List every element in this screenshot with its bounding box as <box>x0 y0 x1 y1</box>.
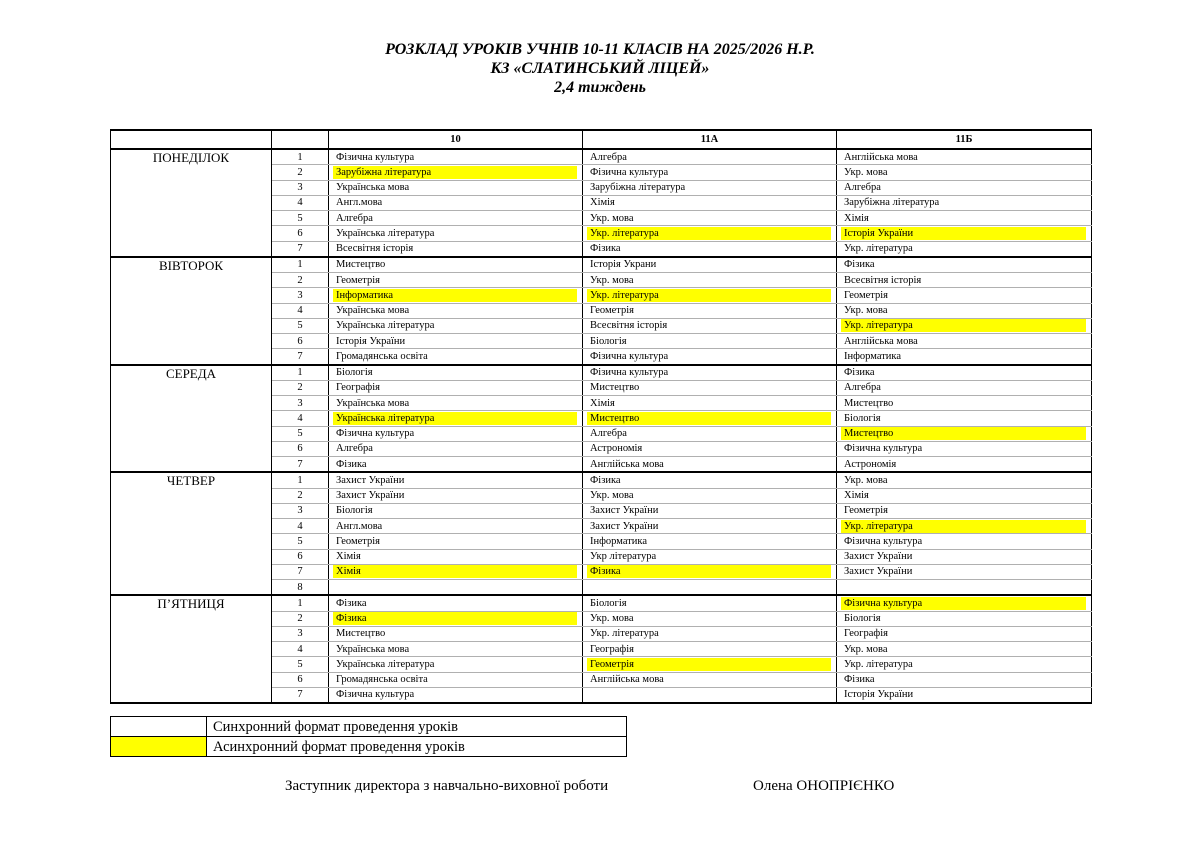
lesson-number: 7 <box>272 564 329 579</box>
lesson-cell-class-10 <box>329 657 583 672</box>
subject: Географія <box>336 382 380 394</box>
lesson-number: 1 <box>272 149 329 165</box>
lesson-cell-class-11a <box>583 534 837 549</box>
subject: Всесвітня історія <box>336 243 414 255</box>
subject: Громадянська освіта <box>336 350 428 362</box>
lesson-number: 3 <box>272 180 329 195</box>
lesson-cell-class-10 <box>329 273 583 288</box>
lesson-number: 6 <box>272 226 329 241</box>
subject: Фізична культура <box>844 535 923 547</box>
lesson-number: 5 <box>272 534 329 549</box>
subject: Укр. мова <box>844 643 888 655</box>
lesson-number: 5 <box>272 426 329 441</box>
subject: Мистецтво <box>844 397 894 409</box>
lesson-cell-class-11a <box>583 411 837 426</box>
schedule-body <box>111 149 1092 703</box>
subject-async: Мистецтво <box>587 412 831 425</box>
lesson-number: 8 <box>272 580 329 596</box>
lesson-cell-class-11a <box>583 441 837 456</box>
lesson-number: 7 <box>272 457 329 473</box>
subject: Всесвітня історія <box>590 320 668 332</box>
lesson-cell-class-10 <box>329 349 583 365</box>
lesson-cell-class-11a <box>583 288 837 303</box>
legend-label-sync: Синхронний формат проведення уроків <box>207 717 627 737</box>
lesson-cell-class-11a <box>583 318 837 333</box>
lesson-cell-class-11b <box>837 687 1092 703</box>
lesson-cell-class-10 <box>329 441 583 456</box>
subject-async: Фізична культура <box>841 597 1086 610</box>
day-name: СЕРЕДА <box>111 365 272 473</box>
subject: Біологія <box>590 335 627 347</box>
lesson-cell-class-10 <box>329 457 583 473</box>
subject: Історія України <box>844 689 914 701</box>
subject: Історія Украни <box>590 259 657 271</box>
lesson-cell-class-11b <box>837 488 1092 503</box>
lesson-cell-class-10 <box>329 380 583 395</box>
lesson-cell-class-11b <box>837 257 1092 273</box>
subject: Англійська мова <box>590 458 664 470</box>
lesson-cell-class-11b <box>837 273 1092 288</box>
lesson-cell-class-11b <box>837 580 1092 596</box>
lesson-cell-class-11a <box>583 503 837 518</box>
subject: Укр. мова <box>590 613 634 625</box>
lesson-cell-class-10 <box>329 580 583 596</box>
subject: Хімія <box>844 212 869 224</box>
subject: Інформатика <box>590 535 648 547</box>
lesson-cell-class-11b <box>837 349 1092 365</box>
subject: Фізична культура <box>590 367 669 379</box>
title-line-1: РОЗКЛАД УРОКІВ УЧНІВ 10-11 КЛАСІВ НА 2025/2026 Н.Р. <box>385 41 815 58</box>
lesson-cell-class-11a <box>583 211 837 226</box>
lesson-cell-class-10 <box>329 426 583 441</box>
lesson-cell-class-10 <box>329 165 583 180</box>
lesson-cell-class-10 <box>329 564 583 579</box>
subject: Інформатика <box>844 350 902 362</box>
subject: Укр. мова <box>590 274 634 286</box>
lesson-cell-class-10 <box>329 334 583 349</box>
lesson-cell-class-11a <box>583 549 837 564</box>
lesson-cell-class-11a <box>583 426 837 441</box>
subject: Захист України <box>336 474 405 486</box>
lesson-cell-class-11b <box>837 549 1092 564</box>
lesson-cell-class-11a <box>583 303 837 318</box>
subject-async: Мистецтво <box>841 427 1086 440</box>
lesson-number: 6 <box>272 334 329 349</box>
subject: Захист України <box>336 490 405 502</box>
lesson-cell-class-10 <box>329 288 583 303</box>
schedule-row <box>111 472 1092 488</box>
lesson-cell-class-11b <box>837 411 1092 426</box>
lesson-cell-class-10 <box>329 488 583 503</box>
lesson-cell-class-11a <box>583 165 837 180</box>
day-name: П’ЯТНИЦЯ <box>111 595 272 703</box>
subject-async: Укр. література <box>841 319 1086 332</box>
subject: Фізика <box>336 458 367 470</box>
lesson-cell-class-10 <box>329 472 583 488</box>
lesson-cell-class-11a <box>583 195 837 210</box>
subject: Укр література <box>590 551 657 563</box>
title-line-3: 2,4 тиждень <box>554 79 646 96</box>
lesson-cell-class-11b <box>837 303 1092 318</box>
lesson-cell-class-11b <box>837 672 1092 687</box>
subject: Громадянська освіта <box>336 674 428 686</box>
subject: Укр. мова <box>844 305 888 317</box>
subject-async: Геометрія <box>587 658 831 671</box>
lesson-cell-class-11b <box>837 441 1092 456</box>
lesson-cell-class-11b <box>837 519 1092 534</box>
subject: Алгебра <box>844 182 881 194</box>
subject: Біологія <box>590 597 627 609</box>
lesson-number: 2 <box>272 380 329 395</box>
lesson-cell-class-11a <box>583 519 837 534</box>
day-name: ВІВТОРОК <box>111 257 272 365</box>
lesson-number: 5 <box>272 211 329 226</box>
legend-swatch-sync <box>111 717 207 737</box>
subject: Англійська мова <box>844 151 918 163</box>
lesson-cell-class-11a <box>583 226 837 241</box>
lesson-number: 1 <box>272 595 329 611</box>
subject: Захист України <box>844 551 913 563</box>
schedule-row <box>111 365 1092 381</box>
subject-async: Фізика <box>333 612 577 625</box>
lesson-cell-class-11b <box>837 334 1092 349</box>
lesson-cell-class-11b <box>837 165 1092 180</box>
subject-async: Зарубіжна література <box>333 166 577 179</box>
lesson-cell-class-11b <box>837 211 1092 226</box>
lesson-cell-class-11a <box>583 642 837 657</box>
subject: Хімія <box>336 551 361 563</box>
subject: Зарубіжна література <box>844 197 940 209</box>
subject: Англ.мова <box>336 197 383 209</box>
subject: Алгебра <box>336 443 373 455</box>
subject: Укр. мова <box>844 474 888 486</box>
lesson-number: 6 <box>272 672 329 687</box>
subject: Астрономія <box>590 443 643 455</box>
subject: Укр. література <box>844 243 913 255</box>
lesson-cell-class-11b <box>837 564 1092 579</box>
subject: Алгебра <box>336 212 373 224</box>
subject: Фізика <box>844 259 875 271</box>
lesson-cell-class-10 <box>329 642 583 657</box>
lesson-cell-class-11a <box>583 564 837 579</box>
subject: Алгебра <box>590 151 627 163</box>
title-line-2: КЗ «СЛАТИНСЬКИЙ ЛІЦЕЙ» <box>490 60 710 77</box>
lesson-cell-class-11a <box>583 349 837 365</box>
lesson-cell-class-11b <box>837 195 1092 210</box>
lesson-cell-class-11a <box>583 687 837 703</box>
lesson-number: 7 <box>272 349 329 365</box>
lesson-cell-class-10 <box>329 195 583 210</box>
subject: Астрономія <box>844 458 897 470</box>
subject: Укр. мова <box>844 166 888 178</box>
lesson-cell-class-11b <box>837 180 1092 195</box>
lesson-cell-class-11a <box>583 457 837 473</box>
lesson-number: 2 <box>272 611 329 626</box>
subject: Біологія <box>844 412 881 424</box>
subject: Фізична культура <box>336 689 415 701</box>
subject-async: Історія України <box>841 227 1086 240</box>
lesson-cell-class-11b <box>837 426 1092 441</box>
lesson-cell-class-11b <box>837 380 1092 395</box>
lesson-cell-class-10 <box>329 672 583 687</box>
subject: Українська мова <box>336 643 410 655</box>
subject: Геометрія <box>336 274 380 286</box>
subject-async: Укр. література <box>841 520 1086 533</box>
day-name: ПОНЕДІЛОК <box>111 149 272 257</box>
lesson-cell-class-10 <box>329 687 583 703</box>
subject: Фізика <box>844 367 875 379</box>
lesson-number: 4 <box>272 642 329 657</box>
lesson-cell-class-11a <box>583 626 837 641</box>
subject: Алгебра <box>590 428 627 440</box>
lesson-cell-class-11a <box>583 672 837 687</box>
lesson-cell-class-10 <box>329 241 583 257</box>
lesson-cell-class-11a <box>583 580 837 596</box>
subject: Геометрія <box>844 505 888 517</box>
subject: Українська література <box>336 658 435 670</box>
lesson-cell-class-11b <box>837 365 1092 381</box>
footer-signatory-name: Олена ОНОПРІЄНКО <box>753 778 895 794</box>
subject: Захист України <box>590 520 659 532</box>
header-class-11b: 11Б <box>837 130 1092 149</box>
subject: Фізична культура <box>590 350 669 362</box>
lesson-number: 7 <box>272 687 329 703</box>
lesson-number: 4 <box>272 411 329 426</box>
schedule-row <box>111 257 1092 273</box>
subject: Українська мова <box>336 182 410 194</box>
lesson-cell-class-11a <box>583 380 837 395</box>
lesson-number: 4 <box>272 519 329 534</box>
lesson-cell-class-10 <box>329 503 583 518</box>
legend-swatch-async <box>111 737 207 757</box>
subject: Англійська мова <box>590 674 664 686</box>
lesson-cell-class-10 <box>329 365 583 381</box>
subject: Хімія <box>590 397 615 409</box>
lesson-number: 1 <box>272 472 329 488</box>
document-title <box>0 40 1200 97</box>
lesson-cell-class-11b <box>837 611 1092 626</box>
lesson-cell-class-11a <box>583 488 837 503</box>
subject: Захист України <box>590 505 659 517</box>
lesson-cell-class-11a <box>583 273 837 288</box>
subject: Геометрія <box>844 289 888 301</box>
lesson-number: 1 <box>272 257 329 273</box>
lesson-cell-class-11b <box>837 657 1092 672</box>
lesson-cell-class-10 <box>329 519 583 534</box>
lesson-number: 5 <box>272 318 329 333</box>
subject: Хімія <box>590 197 615 209</box>
lesson-number: 3 <box>272 503 329 518</box>
subject: Українська мова <box>336 305 410 317</box>
lesson-cell-class-11b <box>837 595 1092 611</box>
lesson-cell-class-10 <box>329 303 583 318</box>
header-day <box>111 130 272 149</box>
lesson-cell-class-10 <box>329 595 583 611</box>
subject: Зарубіжна література <box>590 182 686 194</box>
lesson-cell-class-11b <box>837 226 1092 241</box>
subject: Фізична культура <box>336 151 415 163</box>
lesson-cell-class-11a <box>583 595 837 611</box>
subject: Фізична культура <box>336 428 415 440</box>
legend-row-sync <box>111 717 627 737</box>
subject-async: Хімія <box>333 565 577 578</box>
subject: Хімія <box>844 490 869 502</box>
lesson-cell-class-11b <box>837 457 1092 473</box>
subject: Захист України <box>844 566 913 578</box>
lesson-cell-class-11a <box>583 365 837 381</box>
subject: Біологія <box>844 613 881 625</box>
lesson-cell-class-11b <box>837 626 1092 641</box>
subject: Алгебра <box>844 382 881 394</box>
subject: Українська література <box>336 227 435 239</box>
subject: Мистецтво <box>336 259 386 271</box>
lesson-cell-class-11a <box>583 472 837 488</box>
lesson-number: 6 <box>272 441 329 456</box>
subject: Географія <box>590 643 634 655</box>
lesson-cell-class-11a <box>583 657 837 672</box>
lesson-cell-class-11b <box>837 149 1092 165</box>
subject: Фізична культура <box>590 166 669 178</box>
subject: Мистецтво <box>336 628 386 640</box>
lesson-number: 3 <box>272 396 329 411</box>
subject: Укр. мова <box>590 212 634 224</box>
subject: Геометрія <box>590 305 634 317</box>
lesson-number: 5 <box>272 657 329 672</box>
lesson-cell-class-10 <box>329 180 583 195</box>
subject: Біологія <box>336 505 373 517</box>
lesson-cell-class-10 <box>329 534 583 549</box>
lesson-number: 7 <box>272 241 329 257</box>
subject: Англійська мова <box>844 335 918 347</box>
lesson-number: 1 <box>272 365 329 381</box>
lesson-number: 4 <box>272 303 329 318</box>
lesson-cell-class-11a <box>583 180 837 195</box>
header-class-10: 10 <box>329 130 583 149</box>
subject: Фізика <box>590 474 621 486</box>
lesson-cell-class-10 <box>329 396 583 411</box>
lesson-number: 3 <box>272 288 329 303</box>
subject: Фізична культура <box>844 443 923 455</box>
lesson-number: 2 <box>272 488 329 503</box>
lesson-cell-class-10 <box>329 411 583 426</box>
lesson-cell-class-10 <box>329 226 583 241</box>
subject: Біологія <box>336 367 373 379</box>
lesson-cell-class-11b <box>837 503 1092 518</box>
subject: Геометрія <box>336 535 380 547</box>
schedule-header-row <box>111 130 1092 149</box>
subject: Мистецтво <box>590 382 640 394</box>
subject: Географія <box>844 628 888 640</box>
lesson-number: 2 <box>272 273 329 288</box>
lesson-cell-class-11a <box>583 241 837 257</box>
lesson-cell-class-10 <box>329 257 583 273</box>
lesson-cell-class-10 <box>329 211 583 226</box>
lesson-cell-class-11b <box>837 318 1092 333</box>
subject-async: Українська література <box>333 412 577 425</box>
footer-role: Заступник директора з навчально-виховної роботи <box>285 778 609 794</box>
schedule-table <box>110 129 1092 704</box>
subject-async: Фізика <box>587 565 831 578</box>
lesson-cell-class-10 <box>329 626 583 641</box>
lesson-cell-class-11b <box>837 288 1092 303</box>
subject: Всесвітня історія <box>844 274 922 286</box>
legend-row-async <box>111 737 627 757</box>
lesson-cell-class-10 <box>329 549 583 564</box>
lesson-cell-class-11a <box>583 257 837 273</box>
subject-async: Укр. література <box>587 227 831 240</box>
subject: Фізика <box>590 243 621 255</box>
subject: Історія України <box>336 335 406 347</box>
header-class-11a: 11А <box>583 130 837 149</box>
legend-table <box>110 716 627 757</box>
subject-async: Укр. література <box>587 289 831 302</box>
schedule-row <box>111 595 1092 611</box>
lesson-cell-class-10 <box>329 149 583 165</box>
lesson-cell-class-11b <box>837 241 1092 257</box>
lesson-cell-class-11b <box>837 534 1092 549</box>
subject: Українська література <box>336 320 435 332</box>
subject: Українська мова <box>336 397 410 409</box>
lesson-cell-class-11a <box>583 611 837 626</box>
lesson-cell-class-11b <box>837 642 1092 657</box>
lesson-number: 4 <box>272 195 329 210</box>
subject: Англ.мова <box>336 520 383 532</box>
lesson-cell-class-11a <box>583 149 837 165</box>
subject-async: Інформатика <box>333 289 577 302</box>
header-num <box>272 130 329 149</box>
subject: Укр. література <box>844 658 913 670</box>
subject: Укр. мова <box>590 490 634 502</box>
lesson-number: 2 <box>272 165 329 180</box>
schedule-row <box>111 149 1092 165</box>
subject: Фізика <box>844 674 875 686</box>
lesson-cell-class-11a <box>583 334 837 349</box>
day-name: ЧЕТВЕР <box>111 472 272 595</box>
lesson-cell-class-10 <box>329 318 583 333</box>
lesson-cell-class-11a <box>583 396 837 411</box>
lesson-cell-class-10 <box>329 611 583 626</box>
lesson-number: 3 <box>272 626 329 641</box>
lesson-cell-class-11b <box>837 396 1092 411</box>
legend-label-async: Асинхронний формат проведення уроків <box>207 737 627 757</box>
subject: Фізика <box>336 597 367 609</box>
lesson-number: 6 <box>272 549 329 564</box>
subject: Укр. література <box>590 628 659 640</box>
lesson-cell-class-11b <box>837 472 1092 488</box>
